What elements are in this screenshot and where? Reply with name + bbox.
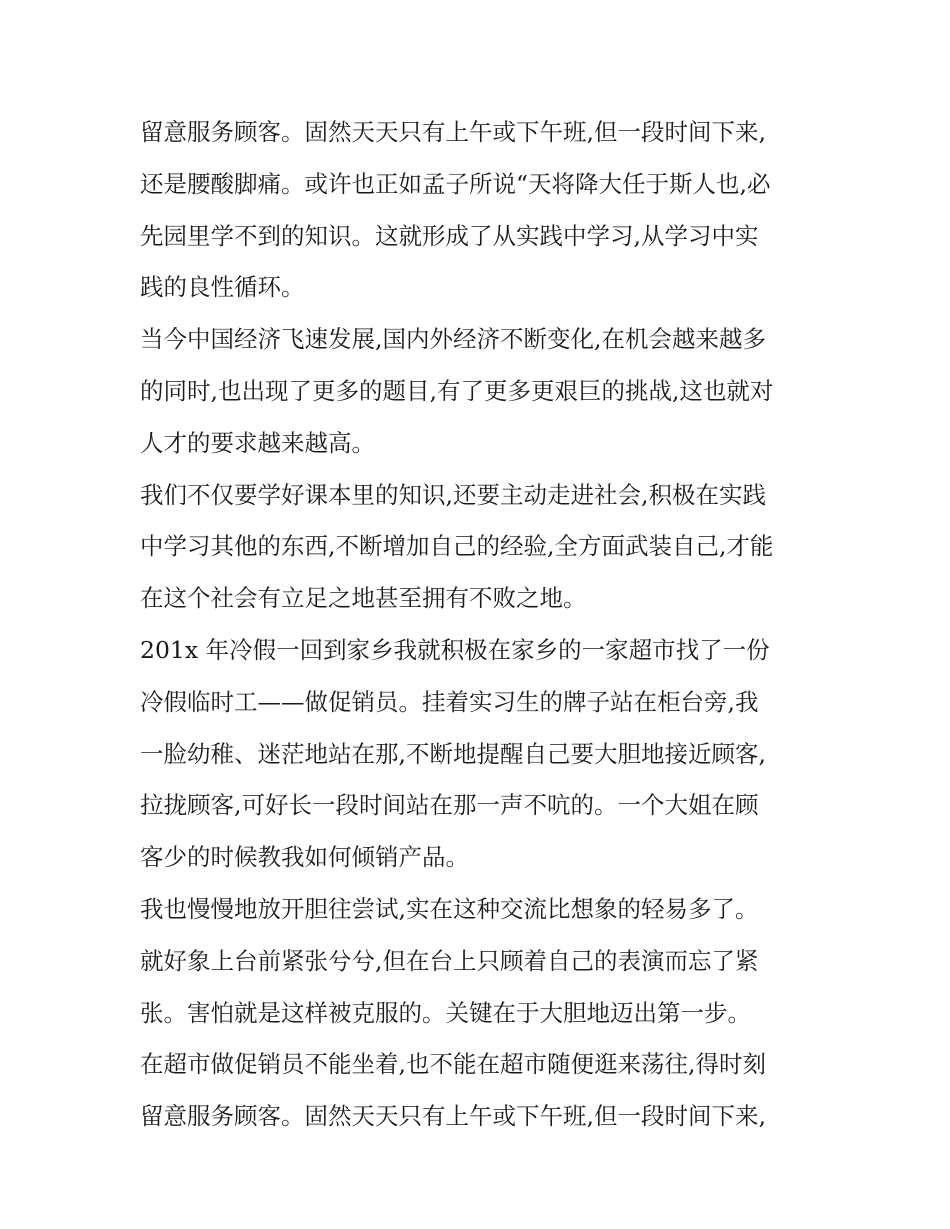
text-line: 先园里学不到的知识。这就形成了从实践中学习,从学习中实 (140, 221, 759, 250)
text-line: 我们不仅要学好课本里的知识,还要主动走进社会,积极在实践 (140, 480, 766, 509)
text-line: 张。害怕就是这样被克服的。关键在于大胆地迈出第一步。 (140, 998, 751, 1027)
text-line: 还是腰酸脚痛。或许也正如孟子所说“天将降大任于斯人也,必 (140, 169, 771, 198)
text-line: 的同时,也出现了更多的题目,有了更多更艰巨的挑战,这也就对 (140, 376, 774, 405)
text-line: 我也慢慢地放开胆往尝试,实在这种交流比想象的轻易多了。 (140, 894, 759, 923)
text-line: 就好象上台前紧张兮兮,但在台上只顾着自己的表演而忘了紧 (140, 946, 759, 975)
text-line: 人才的要求越来越高。 (140, 428, 375, 457)
text-line: 践的良性循环。 (140, 273, 305, 302)
text-line: 201x 年冷假一回到家乡我就积极在家乡的一家超市找了一份 (140, 635, 770, 664)
text-line: 冷假临时工——做促销员。挂着实习生的牌子站在柜台旁,我 (140, 687, 759, 716)
text-line: 客少的时候教我如何倾销产品。 (140, 843, 469, 872)
text-line: 留意服务顾客。固然天天只有上午或下午班,但一段时间下来, (140, 118, 766, 146)
document-body (140, 107, 820, 1143)
text-line: 一脸幼稚、迷茫地站在那,不断地提醒自己要大胆地接近顾客, (140, 739, 766, 768)
text-line: 中学习其他的东西,不断增加自己的经验,全方面武装自己,才能 (140, 532, 774, 561)
text-line: 在超市做促销员不能坐着,也不能在超市随便逛来荡往,得时刻 (140, 1050, 766, 1079)
text-line: 留意服务顾客。固然天天只有上午或下午班,但一段时间下来, (140, 1102, 766, 1131)
text-line: 当今中国经济飞速发展,国内外经济不断变化,在机会越来越多 (140, 325, 766, 354)
text-line: 拉拢顾客,可好长一段时间站在那一声不吭的。一个大姐在顾 (140, 791, 759, 820)
text-line: 在这个社会有立足之地甚至拥有不败之地。 (140, 584, 587, 613)
